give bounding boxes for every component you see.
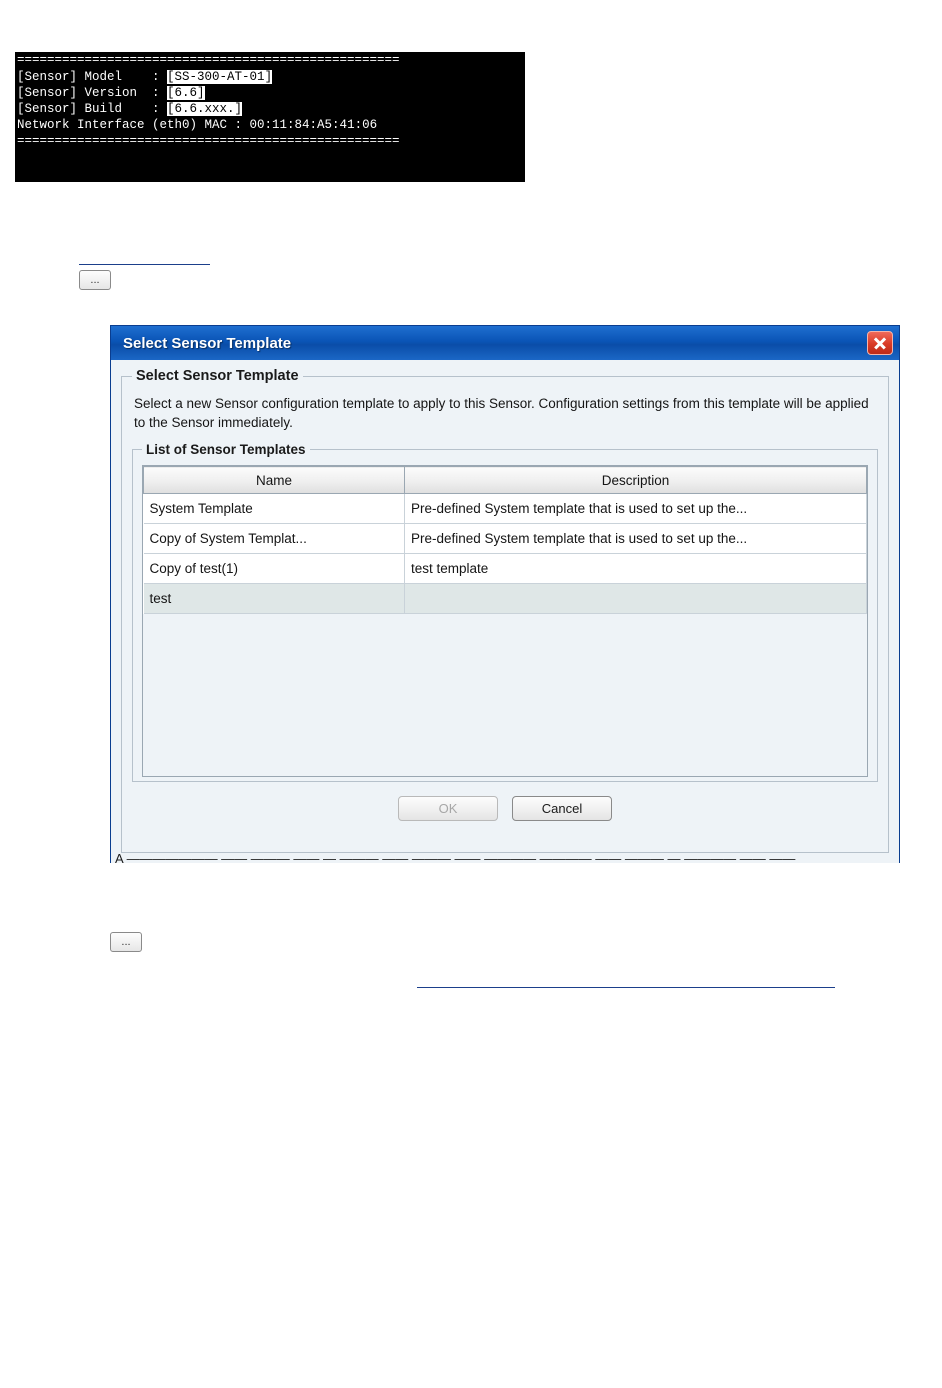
dialog-titlebar <box>111 326 899 360</box>
dialog-button-row <box>132 796 878 821</box>
column-header-name[interactable]: Name <box>144 467 405 494</box>
cell-template-description: Pre-defined System template that is used to set up the... <box>405 494 867 524</box>
cell-template-name: test <box>144 584 405 614</box>
select-sensor-template-dialog <box>110 325 900 863</box>
dialog-body <box>111 360 899 863</box>
browse-button[interactable]: ... <box>79 270 111 290</box>
dialog-instructions: Select a new Sensor configuration template to apply to this Sensor. Configuration settings from this template will be applied to the Sensor immediately. <box>134 396 869 430</box>
background-text-line: A ——————— —— ——— —— — ——— —— ——— —— ———— ———— —— ——— — ———— —— —— <box>115 851 796 863</box>
terminal-line-sep: : <box>122 70 168 84</box>
terminal-line-value: 00:11:84:A5:41:06 <box>249 118 378 132</box>
terminal-line <box>17 117 525 133</box>
close-icon[interactable] <box>867 331 893 355</box>
terminal-line-label: [Sensor] Version <box>17 86 138 100</box>
terminal-line-value: [6.6] <box>167 86 205 100</box>
table-row[interactable] <box>144 554 867 584</box>
browse-button-secondary[interactable]: ... <box>110 932 142 952</box>
table-row[interactable] <box>144 524 867 554</box>
terminal-line-sep: : <box>137 86 168 100</box>
cell-template-description: test template <box>405 554 867 584</box>
dialog-title: Select Sensor Template <box>123 334 292 352</box>
reference-underline-bottom <box>417 987 835 988</box>
template-table <box>143 466 867 614</box>
terminal-line <box>17 69 525 85</box>
cell-template-name: Copy of System Templat... <box>144 524 405 554</box>
select-template-group-legend: Select Sensor Template <box>136 368 299 384</box>
template-table-wrapper[interactable] <box>142 465 868 777</box>
cell-template-description <box>405 584 867 614</box>
reference-underline-top <box>79 264 210 265</box>
select-template-group <box>121 368 889 853</box>
terminal-line <box>17 85 525 101</box>
terminal-line-value: [6.6.xxx.] <box>167 102 243 116</box>
ok-button[interactable]: OK <box>398 796 498 821</box>
cell-template-name: System Template <box>144 494 405 524</box>
template-list-legend: List of Sensor Templates <box>146 442 306 457</box>
table-header-row <box>144 467 867 494</box>
table-empty-area <box>143 614 867 777</box>
terminal-line-label: [Sensor] Build <box>17 102 123 116</box>
template-list-group <box>132 442 878 782</box>
terminal-line-sep: : <box>122 102 168 116</box>
table-row[interactable] <box>144 494 867 524</box>
terminal-line-label: [Sensor] Model <box>17 70 123 84</box>
table-row[interactable] <box>144 584 867 614</box>
terminal-line-label: Network Interface (eth0) MAC : <box>17 118 250 132</box>
terminal-lines <box>15 68 525 133</box>
terminal-line <box>17 101 525 117</box>
cell-template-name: Copy of test(1) <box>144 554 405 584</box>
cancel-button[interactable]: Cancel <box>512 796 612 821</box>
terminal-divider-top: =================================================== <box>17 53 400 67</box>
terminal-output <box>15 52 525 182</box>
terminal-divider-bottom: =================================================== <box>17 134 400 148</box>
terminal-line-value: [SS-300-AT-01] <box>167 70 273 84</box>
cell-template-description: Pre-defined System template that is used to set up the... <box>405 524 867 554</box>
column-header-description[interactable]: Description <box>405 467 867 494</box>
